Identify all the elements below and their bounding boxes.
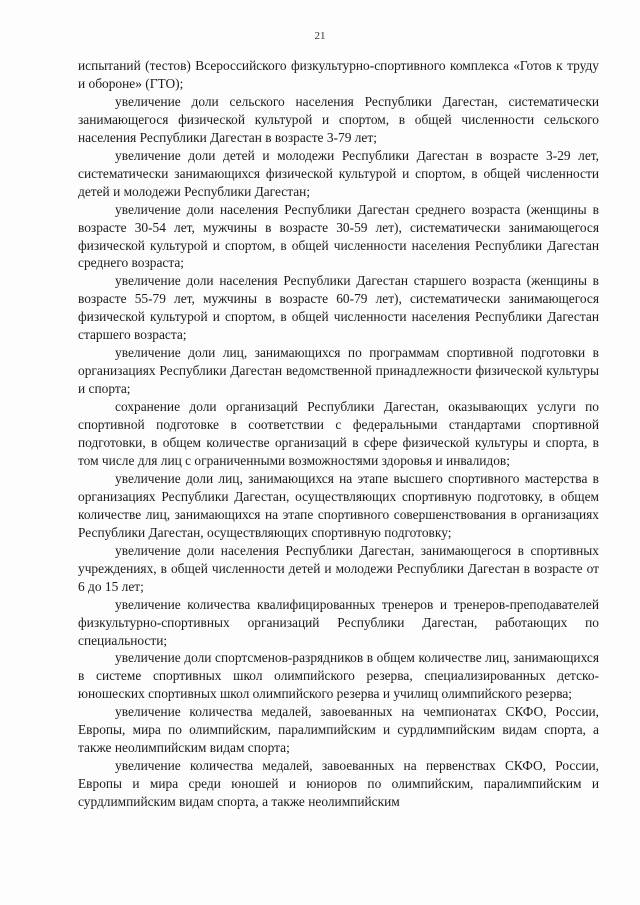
paragraph: увеличение количества медалей, завоеванных на первенствах СКФО, России, Европы и мира среди юношей и юниоров по олимпийским, паралимпийским и сурдлимпийским видам спорта, а также неолимпийским <box>78 758 599 810</box>
page-number: 21 <box>314 30 326 42</box>
paragraph: увеличение количества квалифицированных тренеров и тренеров-преподавателей физкультурно-спортивных организаций Республики Дагестан, работающих по специальности; <box>78 596 599 648</box>
paragraph: увеличение доли детей и молодежи Республики Дагестан в возрасте 3-29 лет, систематически занимающихся физической культурой и спортом, в общей численности детей и молодежи Республики Дагестан; <box>78 147 599 199</box>
paragraph: увеличение доли населения Республики Дагестан старшего возраста (женщины в возрасте 55-79 лет, мужчины в возрасте 60-79 лет), систематически занимающегося физической культурой и спортом, в общей численности населения Республики Дагестан старшего возраста; <box>78 273 599 343</box>
paragraph: испытаний (тестов) Всероссийского физкультурно-спортивного комплекса «Готов к труду и обороне» (ГТО); <box>78 58 599 91</box>
paragraph: увеличение доли лиц, занимающихся на этапе высшего спортивного мастерства в организациях Республики Дагестан, осуществляющих спортивную подготовку, в общем количестве лиц, занимающихся на этапе спортивного совершенствования в организациях Республики Дагестан, осуществляющих спортивную подготовку; <box>78 470 599 540</box>
paragraph: увеличение доли населения Республики Дагестан, занимающегося в спортивных учреждениях, в общей численности детей и молодежи Республики Дагестан в возрасте от 6 до 15 лет; <box>78 542 599 594</box>
paragraph: увеличение доли сельского населения Республики Дагестан, систематически занимающегося физической культурой и спортом, в общей численности сельского населения Республики Дагестан в возрасте 3-79 лет; <box>78 93 599 145</box>
paragraph: увеличение доли населения Республики Дагестан среднего возраста (женщины в возрасте 30-54 лет, мужчины в возрасте 30-59 лет), систематически занимающегося физической культурой и спортом, в общей численности населения Республики Дагестан среднего возраста; <box>78 201 599 271</box>
paragraph: увеличение количества медалей, завоеванных на чемпионатах СКФО, России, Европы, мира по олимпийским, паралимпийским и сурдлимпийским видам спорта, а также неолимпийским видам спорта; <box>78 704 599 756</box>
paragraph: сохранение доли организаций Республики Дагестан, оказывающих услуги по спортивной подготовке в соответствии с федеральными стандартами спортивной подготовки, в общем количестве организаций в сфере физической культуры и спорта, в том числе для лиц с ограниченными возможностями здоровья и инвалидов; <box>78 399 599 468</box>
document-body <box>78 57 599 811</box>
paragraph: увеличение доли лиц, занимающихся по программам спортивной подготовки в организациях Республики Дагестан ведомственной принадлежности физической культуры и спорта; <box>78 345 599 397</box>
paragraph: увеличение доли спортсменов-разрядников в общем количестве лиц, занимающихся в системе спортивных школ олимпийского резерва, специализированных детско-юношеских спортивных школ олимпийского резерва и училищ олимпийского резерва; <box>78 650 599 702</box>
